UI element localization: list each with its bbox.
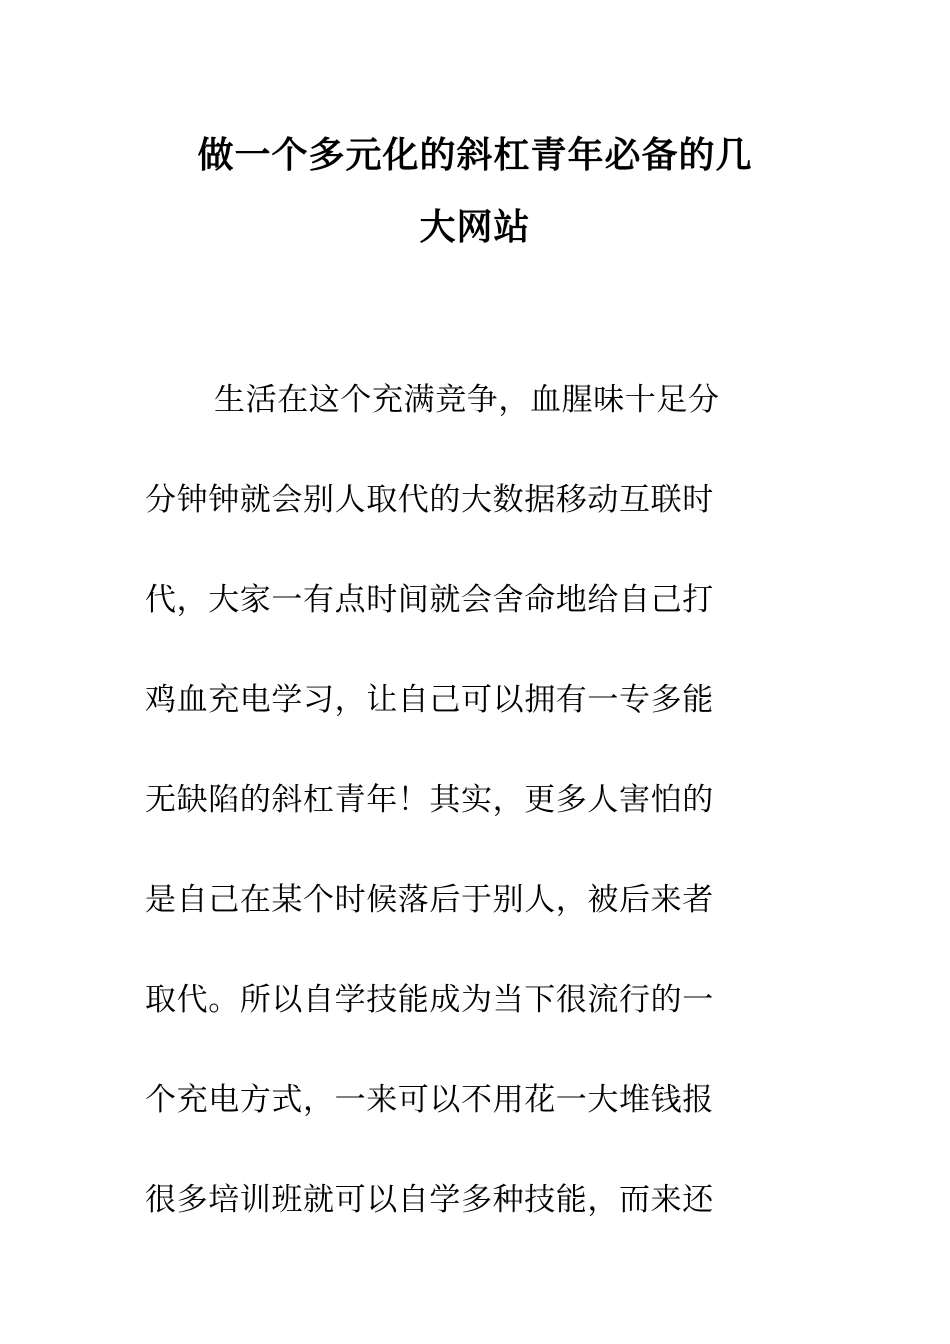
paragraph-line-7: 取代。所以自学技能成为当下很流行的一 <box>145 982 714 1018</box>
paragraph-line-9: 很多培训班就可以自学多种技能，而来还 <box>145 1182 714 1218</box>
paragraph-line-3: 代，大家一有点时间就会舍命地给自己打 <box>145 582 714 618</box>
document-title-line-2: 大网站 <box>419 207 531 248</box>
document-title-line-1: 做一个多元化的斜杠青年必备的几 <box>197 135 753 176</box>
paragraph-line-4: 鸡血充电学习，让自己可以拥有一专多能 <box>145 682 714 718</box>
paragraph-line-5: 无缺陷的斜杠青年！其实，更多人害怕的 <box>145 782 714 818</box>
paragraph-line-6: 是自己在某个时候落后于别人，被后来者 <box>145 882 714 918</box>
paragraph-line-1: 生活在这个充满竞争，血腥味十足分 <box>214 382 720 418</box>
paragraph-line-2: 分钟钟就会别人取代的大数据移动互联时 <box>145 482 714 518</box>
paragraph-line-8: 个充电方式，一来可以不用花一大堆钱报 <box>145 1082 714 1118</box>
